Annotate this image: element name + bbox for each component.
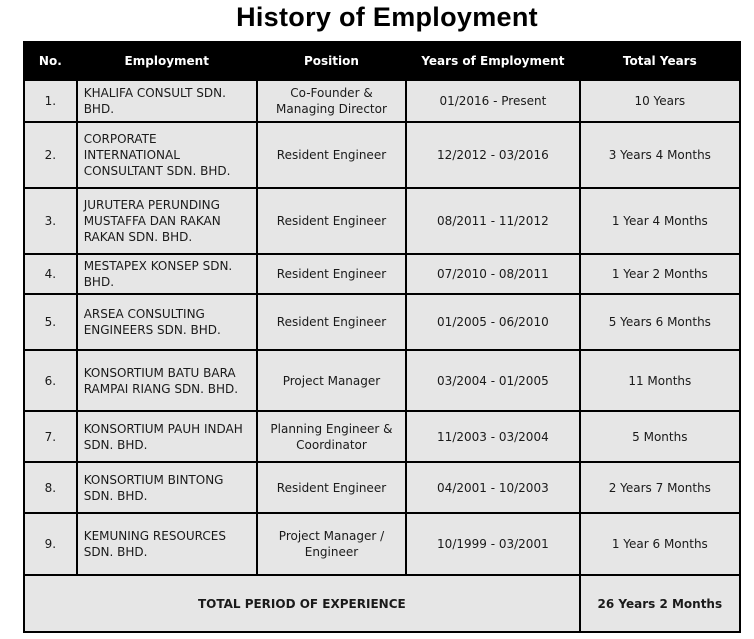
cell-years: 08/2011 - 11/2012 — [406, 188, 580, 254]
cell-no: 7. — [24, 411, 77, 462]
cell-years: 07/2010 - 08/2011 — [406, 254, 580, 294]
cell-position: Project Manager — [257, 350, 406, 411]
cell-total: 1 Year 6 Months — [580, 513, 740, 575]
cell-position: Resident Engineer — [257, 254, 406, 294]
header-employment: Employment — [77, 42, 257, 80]
cell-no: 5. — [24, 294, 77, 350]
cell-total: 5 Years 6 Months — [580, 294, 740, 350]
cell-position: Resident Engineer — [257, 188, 406, 254]
page-title: History of Employment — [236, 2, 538, 32]
cell-total: 10 Years — [580, 80, 740, 122]
table-row — [24, 254, 740, 294]
cell-position: Resident Engineer — [257, 294, 406, 350]
table-row — [24, 188, 740, 254]
cell-employment: KONSORTIUM BATU BARA RAMPAI RIANG SDN. BHD. — [77, 350, 257, 411]
cell-position: Co-Founder & Managing Director — [257, 80, 406, 122]
cell-years: 11/2003 - 03/2004 — [406, 411, 580, 462]
cell-total: 1 Year 4 Months — [580, 188, 740, 254]
table-row — [24, 294, 740, 350]
cell-no: 9. — [24, 513, 77, 575]
header-row — [24, 42, 740, 80]
table-row — [24, 411, 740, 462]
cell-no: 1. — [24, 80, 77, 122]
cell-no: 6. — [24, 350, 77, 411]
table-row — [24, 122, 740, 188]
cell-years: 10/1999 - 03/2001 — [406, 513, 580, 575]
cell-total: 5 Months — [580, 411, 740, 462]
table-row — [24, 462, 740, 513]
cell-position: Planning Engineer & Coordinator — [257, 411, 406, 462]
cell-employment: KEMUNING RESOURCES SDN. BHD. — [77, 513, 257, 575]
cell-no: 8. — [24, 462, 77, 513]
cell-years: 01/2016 - Present — [406, 80, 580, 122]
total-row — [24, 575, 740, 632]
cell-employment: ARSEA CONSULTING ENGINEERS SDN. BHD. — [77, 294, 257, 350]
cell-employment: KHALIFA CONSULT SDN. BHD. — [77, 80, 257, 122]
cell-no: 4. — [24, 254, 77, 294]
cell-position: Project Manager / Engineer — [257, 513, 406, 575]
cell-employment: JURUTERA PERUNDING MUSTAFFA DAN RAKAN RAKAN SDN. BHD. — [77, 188, 257, 254]
header-years-of-employment: Years of Employment — [406, 42, 580, 80]
cell-position: Resident Engineer — [257, 122, 406, 188]
cell-employment: KONSORTIUM BINTONG SDN. BHD. — [77, 462, 257, 513]
cell-total: 3 Years 4 Months — [580, 122, 740, 188]
employment-history-table — [23, 41, 741, 633]
cell-employment: KONSORTIUM PAUH INDAH SDN. BHD. — [77, 411, 257, 462]
cell-total: 2 Years 7 Months — [580, 462, 740, 513]
cell-total: 11 Months — [580, 350, 740, 411]
cell-years: 03/2004 - 01/2005 — [406, 350, 580, 411]
header-no: No. — [24, 42, 77, 80]
cell-no: 3. — [24, 188, 77, 254]
total-period-label: TOTAL PERIOD OF EXPERIENCE — [24, 575, 580, 632]
cell-employment: MESTAPEX KONSEP SDN. BHD. — [77, 254, 257, 294]
table-row — [24, 80, 740, 122]
cell-total: 1 Year 2 Months — [580, 254, 740, 294]
table-row — [24, 350, 740, 411]
cell-years: 12/2012 - 03/2016 — [406, 122, 580, 188]
header-total-years: Total Years — [580, 42, 740, 80]
cell-no: 2. — [24, 122, 77, 188]
cell-employment: CORPORATE INTERNATIONAL CONSULTANT SDN. BHD. — [77, 122, 257, 188]
cell-position: Resident Engineer — [257, 462, 406, 513]
header-position: Position — [257, 42, 406, 80]
cell-years: 01/2005 - 06/2010 — [406, 294, 580, 350]
cell-years: 04/2001 - 10/2003 — [406, 462, 580, 513]
total-period-value: 26 Years 2 Months — [580, 575, 740, 632]
table-row — [24, 513, 740, 575]
